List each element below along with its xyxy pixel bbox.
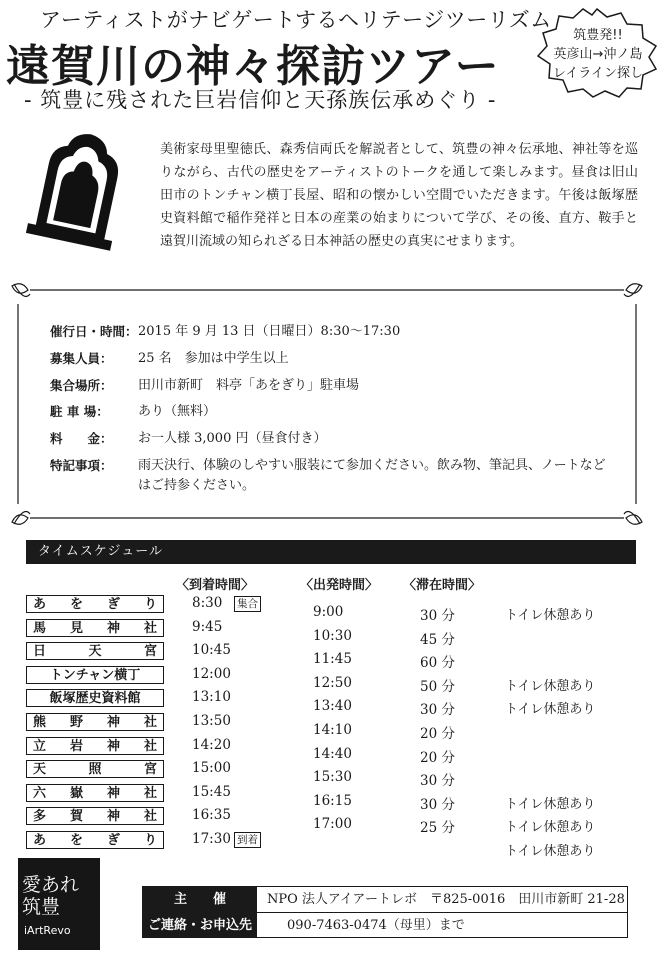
place-char: 嶽 (69, 785, 83, 801)
place-char: 日 (33, 644, 47, 660)
place-char: 熊 (33, 715, 47, 730)
time-tag: 集合 (234, 596, 261, 612)
place-char: 馬 (33, 620, 47, 636)
stay-duration: 45 分 (420, 631, 455, 648)
place-name (26, 737, 164, 755)
arrive-time: 14:20 (192, 736, 231, 753)
place-char: 見 (69, 620, 83, 636)
place-char: 神 (106, 809, 120, 825)
table-row (0, 830, 661, 859)
place-name (26, 760, 164, 778)
place-char: 社 (143, 809, 157, 825)
detail-label: 料 金： (50, 431, 113, 446)
place-name (26, 784, 164, 802)
row-note: トイレ休憩あり (505, 608, 596, 623)
depart-time: 11:45 (313, 651, 352, 668)
organizer-label: 主 催 (143, 887, 257, 912)
stay-duration: 20 分 (420, 726, 455, 742)
place-char: 野 (69, 715, 83, 730)
depart-time: 9:00 (313, 604, 344, 620)
place-char: 天 (88, 644, 102, 660)
logo-text-3: iArtRevo (24, 924, 71, 937)
depart-time: 16:15 (313, 792, 352, 809)
place-char: 社 (143, 620, 157, 636)
place-char: 岩 (69, 738, 83, 754)
table-row (0, 759, 661, 790)
depart-time: 12:50 (313, 674, 352, 691)
place-char: あ (33, 597, 47, 612)
row-note: トイレ休憩あり (505, 820, 596, 836)
detail-label: 集合場所： (50, 378, 113, 393)
detail-row (50, 322, 610, 342)
arrive-time: 9:45 (192, 618, 223, 635)
table-row (0, 618, 661, 648)
place-char: 照 (88, 762, 102, 778)
column-depart: 〈出発時間〉 (300, 578, 379, 593)
detail-value: お一人様 3,000 円（昼食付き） (138, 431, 327, 446)
detail-value: 田川市新町 料亭「あをぎり」駐車場 (138, 378, 360, 393)
badge-line-2: 英彦山→沖ノ島 (553, 47, 643, 62)
arrive-time: 13:50 (192, 713, 231, 729)
place-char: 六 (33, 785, 47, 801)
place-char: ぎ (106, 597, 120, 612)
stay-duration: 25 分 (420, 820, 455, 837)
row-note: トイレ休憩あり (505, 678, 596, 694)
depart-time: 17:00 (313, 816, 352, 833)
detail-row (50, 429, 610, 449)
place-char: ぎ (106, 833, 120, 848)
schedule-heading: タイムスケジュール (26, 540, 636, 564)
place-char: 社 (143, 785, 157, 801)
stay-duration: 20 分 (420, 749, 455, 766)
top-tagline: アーティストがナビゲートするヘリテージツーリズム (40, 8, 552, 32)
table-row (0, 641, 661, 672)
place-char: 多 (33, 809, 47, 825)
detail-value: 25 名 参加は中学生以上 (138, 351, 289, 366)
place-char: 社 (143, 738, 157, 754)
organizer-row (143, 887, 627, 913)
time-tag: 到着 (234, 832, 261, 848)
depart-time: 15:30 (313, 769, 352, 786)
detail-value: 2015 年 9 月 13 日（日曜日）8:30～17:30 (138, 324, 401, 339)
place-char: 神 (106, 785, 120, 801)
detail-label: 駐 車 場： (50, 404, 109, 419)
table-row (0, 712, 661, 742)
place-name (26, 666, 164, 684)
table-row (0, 783, 661, 813)
table-row (0, 594, 661, 624)
table-row (0, 736, 661, 766)
detail-row (50, 376, 610, 396)
inquiry-row (143, 913, 627, 938)
place-name (26, 595, 164, 613)
detail-label: 催行日・時間： (50, 324, 138, 339)
place-char: 立 (33, 738, 47, 754)
badge-line-3: レイライン探し (553, 66, 643, 81)
arrive-time: 13:10 (192, 689, 231, 706)
place-name (26, 831, 164, 849)
arrive-time: 16:35 (192, 807, 231, 824)
place-char: り (143, 833, 157, 848)
place-name (26, 713, 164, 731)
arrive-time: 15:45 (192, 783, 231, 800)
contact-table (142, 886, 628, 938)
place-char: を (69, 597, 83, 612)
table-row (0, 688, 661, 719)
arrive-time: 12:00 (192, 665, 231, 682)
shrine-silhouette-icon (14, 125, 144, 255)
stay-duration: 30 分 (420, 773, 455, 790)
page-subtitle: - 筑豊に残された巨岩信仰と天孫族伝承めぐり - (24, 88, 497, 112)
stay-duration: 30 分 (420, 796, 455, 813)
stay-duration: 30 分 (420, 702, 455, 719)
row-note: トイレ休憩あり (505, 796, 596, 812)
column-arrive: 〈到着時間〉 (176, 578, 255, 593)
table-row (0, 806, 661, 837)
detail-label: 特記事項： (50, 458, 113, 473)
row-note: トイレ休憩あり (505, 702, 596, 718)
place-char: 賀 (69, 809, 83, 825)
depart-time: 10:30 (313, 627, 352, 644)
depart-time: 14:40 (313, 745, 352, 762)
depart-time: 13:40 (313, 698, 352, 715)
place-char: 社 (143, 715, 157, 730)
place-char: り (143, 597, 157, 612)
logo-text-2: 筑豊 (22, 896, 61, 918)
stay-duration: 60 分 (420, 655, 455, 672)
detail-label: 募集人員： (50, 351, 113, 366)
table-row (0, 665, 661, 695)
column-stay: 〈滞在時間〉 (403, 578, 482, 593)
place-name (26, 689, 164, 707)
place-name (26, 807, 164, 825)
badge-line-1: 筑豊発!! (573, 28, 623, 43)
intro-paragraph: 美術家母里聖徳氏、森秀信両氏を解説者として、筑豊の神々伝承地、神社等を巡りながら、古代の歴史をアーティストのトークを通して楽しみます。昼食は旧山田市のトンチャン横丁長屋、昭和の懐かしい空間でいただきます。午後は飯塚歴史資料館で稲作発祥と日本の産業の始まりについて学び、その後、直方、鞍手と遠賀川流域の知られざる日本神話の歴史の真実にせまります。 (160, 142, 638, 249)
place-char: を (69, 833, 83, 848)
arrive-time: 17:30 (192, 831, 231, 847)
place-name (26, 619, 164, 637)
row-note: トイレ休憩あり (505, 844, 596, 859)
detail-value: 雨天決行、体験のしやすい服装にて参加ください。飲み物、筆記具、ノートなどはご持参ください。 (138, 458, 606, 493)
badge-text (543, 26, 653, 83)
stay-duration: 30 分 (420, 608, 455, 624)
logo-text-1: 愛あれ (22, 874, 80, 896)
page-title: 遠賀川の神々探訪ツアー (6, 41, 500, 92)
detail-row (50, 456, 610, 496)
inquiry-value: 090-7463-0474（母里）まで (287, 918, 465, 933)
place-char: 宮 (143, 644, 157, 660)
arrive-time: 15:00 (192, 760, 231, 777)
arrive-time: 10:45 (192, 642, 231, 659)
place-char: トンチャン横丁 (49, 667, 141, 683)
detail-value: あり（無料） (138, 404, 217, 419)
place-char: 天 (33, 762, 47, 778)
detail-row (50, 349, 610, 369)
place-char: 神 (106, 620, 120, 636)
detail-row (50, 402, 610, 422)
place-char: 飯塚歴史資料館 (49, 691, 141, 707)
arrive-time: 8:30 (192, 595, 223, 611)
organizer-value: NPO 法人アイアートレボ 〒825-0016 田川市新町 21-28 (267, 892, 625, 907)
inquiry-label: ご連絡・お申込先 (143, 913, 257, 938)
place-char: 神 (106, 738, 120, 754)
stay-duration: 50 分 (420, 678, 455, 695)
place-char: 宮 (143, 762, 157, 778)
place-char: あ (33, 833, 47, 848)
place-char: 神 (106, 715, 120, 730)
depart-time: 14:10 (313, 722, 352, 738)
place-name (26, 642, 164, 660)
